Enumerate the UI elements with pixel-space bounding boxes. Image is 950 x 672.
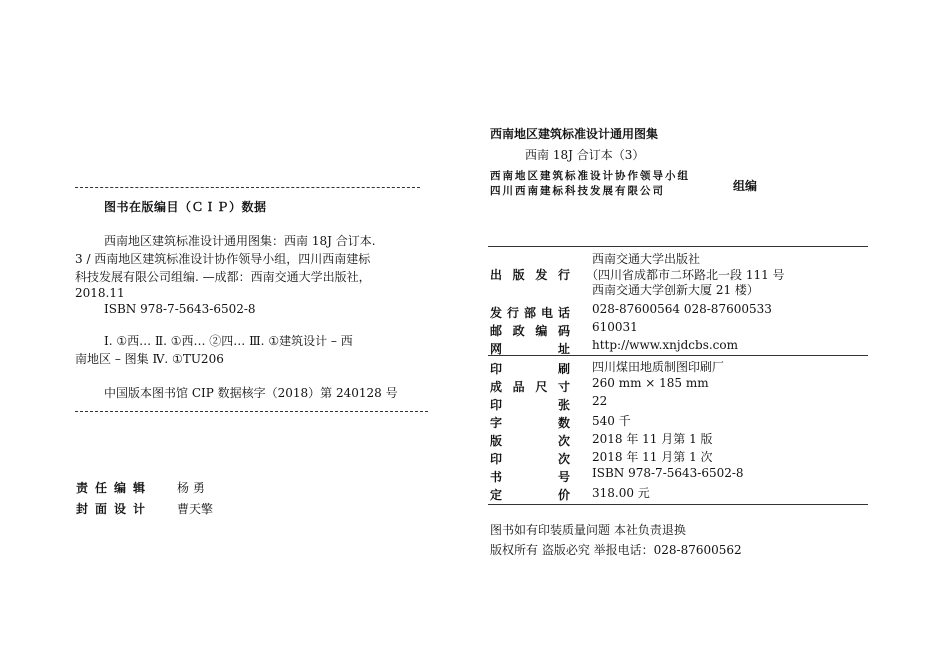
- book-volume: 西南 18J 合订本（3）: [525, 148, 645, 162]
- spec-label: 印刷: [490, 362, 570, 376]
- spec-row-postcode: [490, 320, 570, 339]
- spec-value[interactable]: http://www.xnjdcbs.com: [592, 338, 738, 352]
- spec-value: ISBN 978-7-5643-6502-8: [592, 466, 744, 480]
- spec-label: 印张: [490, 398, 570, 412]
- spec-value: 318.00 元: [592, 486, 650, 500]
- cip-title: 图书在版编目（ＣＩＰ）数据: [104, 200, 267, 214]
- spec-row-printer: [490, 358, 570, 377]
- publisher-label: [490, 266, 570, 283]
- cip-top-rule: [75, 187, 420, 188]
- spec-label: 印次: [490, 452, 570, 466]
- credit-label-cover: 封面设计: [76, 502, 153, 516]
- cip-line: 西南地区建筑标准设计通用图集：西南 18J 合订本.: [104, 234, 376, 248]
- spec-row-sheets: [490, 394, 570, 413]
- spec-row-printing: [490, 448, 570, 467]
- spec-value: 22: [592, 394, 608, 408]
- spec-label: 发行部电话: [490, 306, 570, 320]
- specs-middle-rule: [488, 355, 868, 356]
- specs-bottom-rule: [488, 504, 868, 505]
- cip-line: 2018.11: [75, 286, 125, 300]
- credit-label-editor: 责任编辑: [76, 481, 153, 495]
- publisher-label-text: 出版发行: [490, 268, 570, 282]
- book-title: 西南地区建筑标准设计通用图集: [490, 127, 659, 141]
- credit-value-cover: 曹天擎: [177, 502, 214, 516]
- publisher-address-2: 西南交通大学创新大厦 21 楼）: [592, 283, 759, 297]
- publisher-address-1: （四川省成都市二环路北一段 111 号: [586, 268, 785, 282]
- spec-label: 书号: [490, 470, 570, 484]
- spec-label: 定价: [490, 488, 570, 502]
- spec-row-words: [490, 412, 570, 431]
- cip-isbn: ISBN 978-7-5643-6502-8: [104, 302, 256, 316]
- notice-line-2: 版权所有 盗版必究 举报电话：028-87600562: [490, 543, 742, 557]
- spec-value: 028-87600564 028-87600533: [592, 302, 772, 316]
- spec-value: 2018 年 11 月第 1 版: [592, 432, 713, 446]
- spec-row-size: [490, 376, 570, 395]
- book-editor-1: 西南地区建筑标准设计协作领导小组: [490, 170, 690, 182]
- cip-bottom-rule: [75, 411, 428, 412]
- publisher-name: 西南交通大学出版社: [592, 252, 701, 266]
- spec-label: 字数: [490, 416, 570, 430]
- spec-label: 邮政编码: [490, 324, 570, 338]
- spec-value: 2018 年 11 月第 1 次: [592, 450, 713, 464]
- spec-label: 成品尺寸: [490, 380, 570, 394]
- book-editor-role: 组编: [733, 179, 758, 193]
- cip-line: 3 / 西南地区建筑标准设计协作领导小组，四川西南建标: [75, 252, 371, 266]
- spec-value: 610031: [592, 320, 638, 334]
- spec-value: 四川煤田地质制图印刷厂: [592, 360, 725, 374]
- notice-line-1: 图书如有印装质量问题 本社负责退换: [490, 523, 686, 537]
- spec-row-edition: [490, 430, 570, 449]
- publisher-top-rule: [488, 246, 868, 247]
- credit-value-editor: 杨 勇: [177, 481, 205, 495]
- cip-line: 科技发展有限公司组编. —成都：西南交通大学出版社，: [75, 270, 371, 284]
- cip-number: 中国版本图书馆 CIP 数据核字（2018）第 240128 号: [104, 386, 398, 400]
- book-editor-2: 四川西南建标科技发展有限公司: [490, 185, 665, 197]
- spec-label: 版次: [490, 434, 570, 448]
- spec-row-isbn: [490, 466, 570, 485]
- cip-classification: 南地区 – 图集 Ⅳ. ①TU206: [75, 352, 224, 366]
- spec-value: 540 千: [592, 414, 631, 428]
- cip-classification: Ⅰ. ①西… Ⅱ. ①西… ②四… Ⅲ. ①建筑设计 – 西: [104, 334, 353, 348]
- spec-value: 260 mm × 185 mm: [592, 376, 709, 390]
- spec-row-phone: [490, 302, 570, 321]
- spec-row-price: [490, 484, 570, 503]
- spec-label: 网址: [490, 342, 570, 356]
